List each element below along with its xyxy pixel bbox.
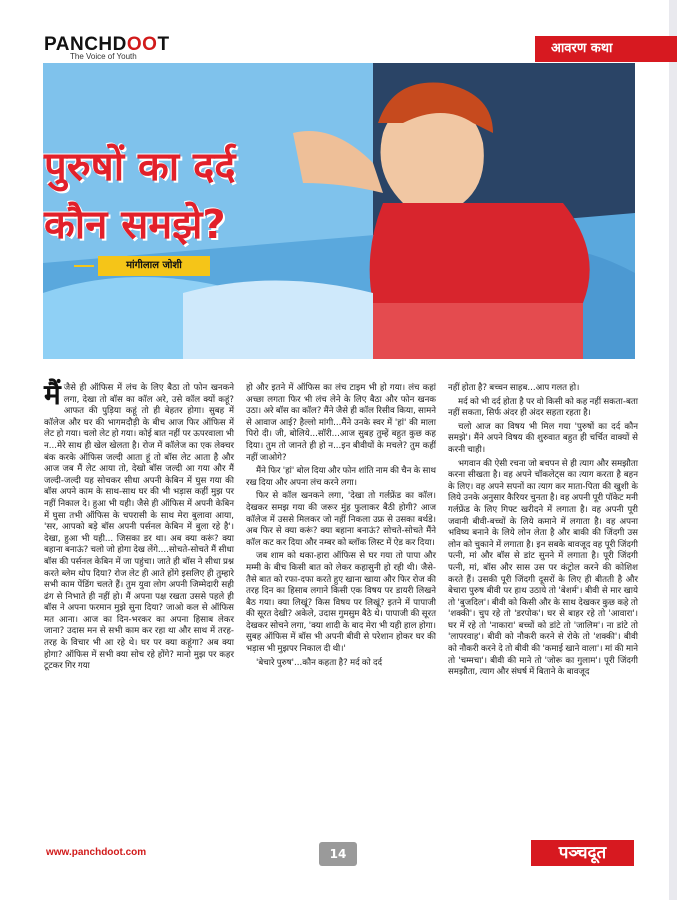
page-edge-strip xyxy=(669,0,677,900)
website-link[interactable]: www.panchdoot.com xyxy=(46,847,147,858)
section-label: आवरण कथा xyxy=(535,36,677,62)
page-header xyxy=(0,0,677,62)
col3-para-3: चलो आज का विषय भी मिल गया 'पुरुषों का दर्द कौन समझे'। मैंने अपने विषय की शुरुवात बहुत ही चर्चित वाक्यों से करनी चाही। xyxy=(448,421,638,455)
article-column-3 xyxy=(448,383,638,681)
article-headline xyxy=(44,138,236,254)
author-byline: मांगीलाल जोशी xyxy=(98,256,210,276)
col2-para-4: जब शाम को थका-हारा ऑफिस से घर गया तो पापा और मम्मी के बीच किसी बात को लेकर कहासुनी हो रही थी। जैसे-तैसे बात को रफा-दफा करते हुए खाना खाया और फिर रोज की तरह दिन का हिसाब लगाने किसी एक विषय पर डायरी लिखने बैठ गया। क्या लिखूं? किस विषय पर लिखूं? इतने में पापाजी की सूरत देखी? अकेले, उदास गुमसुम बैठे थे। पापाजी की सूरत देखकर सोचने लगा, 'क्या शादी के बाद मेरा भी यही हाल होगा। सुबह ऑफिस में बॉस भी अपनी बीवी से परेशान होकर घर की भड़ास भी मुझपर निकाल दी थी।' xyxy=(246,551,436,655)
footer-brand-logo: पञ्चदूत xyxy=(531,840,634,866)
col2-para-3: फिर से कॉल खनकने लगा, 'देखा तो गर्लफ्रेंड का कॉल। देखकर समझ गया की जरूर मुंह फुलाकर बैठी होगी? आज कॉलेज में उससे मिलकर जो नहीं निकला उफ्र से उसका बर्थडे। अब फिर से क्या करूं? क्या बहाना बनाऊं? सोचते-सोचते मैंने कॉल कट कर दिया और नम्बर को ब्लॉक लिस्ट में ऐड कर दिया। xyxy=(246,491,436,548)
panchdoot-logo: PANCHDOOT xyxy=(44,34,170,55)
col1-para-1: मैंजैसे ही ऑफिस में लंच के लिए बैठा तो फोन खनकने लगा, देखा तो बॉस का कॉल अरे, उसे कॉल क्यों कहूं? आफत की पुड़िया कहूं तो ही बेहतर होगा। सुबह में कॉलेज और घर की भागमदौड़ी के बीच आज फिर ऑफिस में लेट हो गया। चलो लेट हो गया। कोई बात नहीं पर ऊपरवाला भी न...मेरे साथ ही खेल खेलता है। रोज में कॉलेज का एक लेक्चर बंक करके ऑफिस जल्दी आता हूं तो बॉस लेट आता है और आज जब मैं लेट आया तो, देखो बॉस जल्दी आ गया और मैं जल्दी-जल्दी यह सोचकर सीधा अपनी केबिन में घुस गया की बॉस अपने काम के साथ-साथ घर की भी भड़ास कहीं मुझ पर नहीं निकाल दे। हुआ भी यही। जैसे ही ऑफिस में अपनी केबिन में घुसा तभी ऑफिस के चपरासी के साथ मेरा बुलावा आया, 'सर, आपको बड़े बॉस अपनी पर्सनल केबिन में बुला रहे है'। देखा, हुआ भी यही... जिसका डर था। अब क्या करूं? क्या बहाना बनाऊं? चलो जो होगा देख लेंगे....सोचते-सोचते मैं सीधा बॉस की पर्सनल केबिन में जा पहुंचा। जाते ही बॉस ने सीधा प्रश्न करते ब्लेम थोप दिया? रोज लेट ही आते होंगे इसलिए ही तुम्हारे सभी काम पेंडिंग चलते हैं। तुम युवा लोग अपनी जिम्मेदारी सही ढंग से निभाते ही नहीं हो। मैं अपना पक्ष रखता उससे पहले ही बॉस ने अपना फरमान मुझे सुना दिया? जाओ कल से ऑफिस मत आना। आज का दिन-भरकर का अपना हिसाब लेकर जाना? उदास मन से सभी काम कर रहा था और साथ में तरह-तरह के विचार भी आ रहे थे। घर पर क्या कहूंगा? अब क्या होगा? ऑफिस में सभी क्या सोच रहे होंगे? मानो मुझ पर कहर टूटकर गिर गया xyxy=(44,378,234,672)
headline-line-2: कौन समझे? xyxy=(44,202,226,248)
col3-para-1: नहीं होता है? बच्चन साहब...आप गलत हो। xyxy=(448,383,580,393)
page-number: 14 xyxy=(319,842,357,866)
col2-para-2: मैंने फिर 'हां' बोल दिया और फोन शांति नाम की चैन के साथ रख दिया और अपना लंच करने लगा। xyxy=(246,466,436,488)
article-column-2 xyxy=(246,383,436,671)
col3-para-2: मर्द को भी दर्द होता है पर वो किसी को कह नहीं सकता-बता नहीं सकता, सिर्फ अंदर ही अंदर सहता रहता है। xyxy=(448,396,638,419)
col2-para-5: 'बेचारे पुरुष'...कौन कहता है? मर्द को दर्द xyxy=(256,657,383,668)
col3-para-4: भगवान की ऐसी रचना जो बचपन से ही त्याग और समझौता करना सीखता है। वह अपने चॉकलेट्स का त्याग करता है बहन के लिए। वह अपने सपनों का त्याग कर माता-पिता की खुशी के लिये उनके अनुसार कैरियर चुनता है। वह अपनी पूरी पॉकेट मनी गर्लफ्रेंड के लिए गिफ्ट खरीदने में लगाता है। वह अपनी पूरी जवानी बीवी-बच्चों के लिये कमाने में लगाता है। वह अपना भविष्य बनाने के लिये लोन लेता है और बाकी की जिंदगी उस लोन को चुकाने में लगाता है। इन सबके बावजूद वह पूरी जिंदगी पत्नी, मां और बॉस से डांट सुनने में लगाता है। पूरी जिंदगी पत्नी, मां, बॉस और सास उस पर कंट्रोल करने की कोशिश करते हैं। उसकी पूरी जिंदगी दूसरों के लिए ही बीतती है और बेचारा पुरुष बीवी पर हाथ उठाये तो 'बेशर्म'। बीवी से मार खाये तो 'बुजदिल'। बीवी को किसी और के साथ देखकर कुछ कहे तो 'शक्की'। चुप रहे तो 'डरपोक'। घर से बाहर रहे तो 'आवारा'। घर में रहे तो 'नाकारा' बच्चों को डांटे तो 'जालिम'। ना डांटे तो 'लापरवाह'। बीवी को नौकरी करने से रोके तो 'शक्की'। बीवी को नौकरी करने दे तो बीवी की 'कमाई खाने वाला'। मां की माने तो 'चम्मचा'। बीवी की माने तो 'जोरू का गुलाम'। पूरी जिंदगी समझौता, त्याग और संघर्ष में बिताने के बावजूद xyxy=(448,458,638,678)
col2-para-1: हो और इतने में ऑफिस का लंच टाइम भी हो गया। लंच कहां अच्छा लगता फिर भी लंच लेने के लिए बैठा और फोन खनक उठा। अरे बॉस का कॉल? मैंने जैसे ही कॉल रिसीव किया, सामने से आवाज आई? हैल्लो मांगी...मैंने उनके स्वर में 'हां' की माला पिरो दी। जी, बोलिये...सॉरी...आज सुबह तुम्हें बहुत कुछ कह दिया। तुम तो जानते ही हो न...इन बीवीयों के मचले? तुम कहीं नहीं जाओगे? xyxy=(246,383,436,463)
drop-cap: मैं xyxy=(44,378,61,411)
headline-line-1: पुरुषों का दर्द xyxy=(44,144,236,190)
logo-tagline: The Voice of Youth xyxy=(70,52,137,61)
article-column-1 xyxy=(44,378,234,675)
